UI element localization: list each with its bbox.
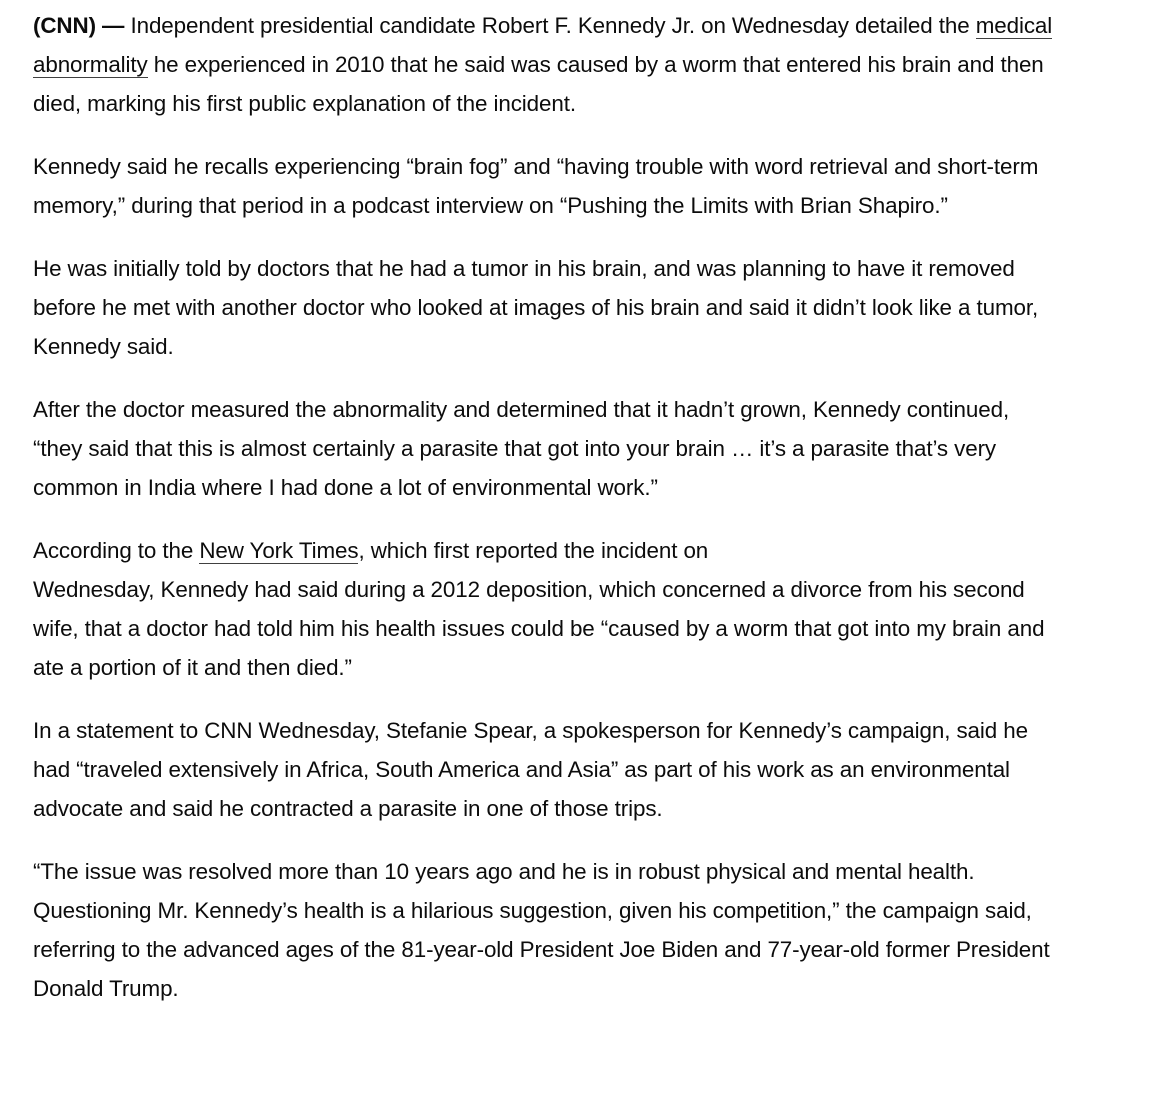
paragraph-1 xyxy=(33,6,1063,123)
paragraph-1-text-end: he experienced in 2010 that he said was caused by a worm that entered his brain and then died, marking his first public explanation of the incident. xyxy=(33,52,1044,116)
paragraph-5 xyxy=(33,531,1063,687)
article-body xyxy=(33,6,1063,1032)
dateline: (CNN) — xyxy=(33,13,125,38)
paragraph-7: “The issue was resolved more than 10 years ago and he is in robust physical and mental health. Questioning Mr. Kennedy’s health is a hilarious suggestion, given his competition,” the campaign said, referring to the advanced ages of the 81-year-old President Joe Biden and 77-year-old former President Donald Trump. xyxy=(33,859,1050,1001)
paragraph-5-text-start: According to the xyxy=(33,538,200,563)
paragraph-1-text-start: Independent presidential candidate Robert F. Kennedy Jr. on Wednesday detailed the xyxy=(124,13,976,38)
paragraph-5-text-middle: , which first reported the incident on xyxy=(358,538,709,563)
paragraph-3: He was initially told by doctors that he had a tumor in his brain, and was planning to have it removed before he met with another doctor who looked at images of his brain and said it didn’t look like a tumor, Kennedy said. xyxy=(33,256,1039,359)
new-york-times-link[interactable]: New York Times xyxy=(199,538,359,563)
paragraph-5-text-end: Wednesday, Kennedy had said during a 2012 deposition, which concerned a divorce from his second wife, that a doctor had told him his health issues could be “caused by a worm that got into my brain and ate a portion of it and then died.” xyxy=(33,577,1045,680)
paragraph-2: Kennedy said he recalls experiencing “brain fog” and “having trouble with word retrieval and short-term memory,” during that period in a podcast interview on “Pushing the Limits with Brian Shapiro.” xyxy=(33,154,1039,218)
medical-abnormality-link[interactable]: medical abnormality xyxy=(33,13,1053,77)
paragraph-4: After the doctor measured the abnormality and determined that it hadn’t grown, Kennedy continued, “they said that this is almost certainly a parasite that got into your brain … it’s a parasite that’s very common in India where I had done a lot of environmental work.” xyxy=(33,397,1010,500)
paragraph-6: In a statement to CNN Wednesday, Stefanie Spear, a spokesperson for Kennedy’s campaign, said he had “traveled extensively in Africa, South America and Asia” as part of his work as an environmental advocate and said he contracted a parasite in one of those trips. xyxy=(33,718,1028,821)
